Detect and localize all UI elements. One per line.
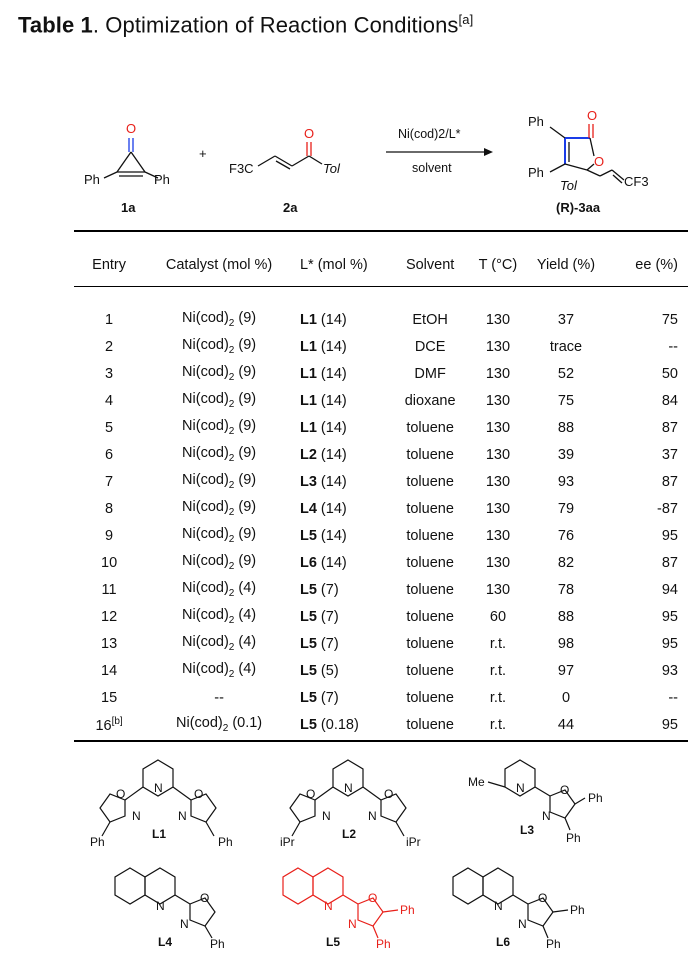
ee-cell: 95 [661,635,678,652]
optimization-table [74,244,688,738]
n-label: N [178,809,187,823]
ee-cell: 87 [661,419,678,436]
ligand-L6-label: L6 [496,935,511,949]
ligand-L5 [283,868,398,938]
tol-label: Tol [560,178,577,193]
yield-cell: trace [549,338,583,355]
col-header-temp: T (°C) [478,257,518,273]
ee-cell: 50 [661,365,678,382]
ph-label: Ph [528,165,544,180]
col-header-solvent: Solvent [405,257,455,273]
ligand-cell: L1 (14) [299,419,347,436]
tol-label: Tol [323,161,340,176]
temp-cell: r.t. [489,635,507,652]
ligand-cell: L1 (14) [299,365,347,382]
solvent-cell: dioxane [404,392,456,409]
catalyst-cell: $Ni(cod)_2$ (9) [182,553,257,572]
catalyst-cell: $Ni(cod)_2$ (9) [182,526,257,545]
top-rule [74,230,688,232]
n-label: N [542,809,551,823]
cf3-label: CF3 [624,174,649,189]
temp-cell: 130 [485,554,511,571]
oxygen-label: O [594,154,605,169]
n-label: N [518,917,527,931]
catalyst-cell: $Ni(cod)_2$ (9) [182,472,257,491]
entry-cell: 11 [101,581,117,598]
ligand-cell: L2 (14) [299,446,347,463]
table-row [74,576,688,603]
ee-cell: 95 [661,527,678,544]
o-label: O [368,891,378,905]
ph-label: Ph [528,114,544,129]
entry-cell: 13 [101,635,118,652]
ph-label: Ph [376,937,391,951]
ligand-L3-label: L3 [520,823,535,837]
oxygen-label: O [304,126,315,141]
o-label: O [306,787,316,801]
ph-label: Ph [588,791,603,805]
table-header-row [74,244,688,286]
n-label: N [322,809,331,823]
yield-cell: 39 [557,446,575,463]
entry-cell: 7 [105,473,114,490]
catalyst-cell: -- [214,689,224,706]
temp-cell: r.t. [489,662,507,679]
temp-cell: 130 [485,365,511,382]
ligand-L5-label: L5 [326,935,341,949]
entry-cell: 3 [105,365,114,382]
yield-cell: 93 [557,473,575,490]
ligand-cell: L5 (0.18) [299,716,359,733]
table-row [74,441,688,468]
solvent-cell: toluene [406,608,454,625]
col-header-entry: Entry [92,257,126,273]
catalyst-cell: $Ni(cod)_2$ (4) [182,580,257,599]
ligand-cell: L5 (7) [299,608,339,625]
solvent-cell: toluene [406,716,454,733]
o-label: O [200,891,210,905]
entry-cell: 5 [105,419,114,436]
compound-1a-label: 1a [121,200,136,215]
ligand-cell: L5 (5) [299,662,339,679]
compound-2a [258,142,322,169]
n-label: N [154,781,163,795]
n-label: N [516,781,525,795]
col-header-catalyst: Catalyst (mol %) [165,257,273,273]
ph-label: Ph [84,172,100,187]
table-row [74,711,688,738]
me-label: Me [468,775,485,789]
table-row [74,468,688,495]
ee-cell: -- [668,689,678,706]
solvent-cell: toluene [406,689,454,706]
entry-cell: 15 [101,689,118,706]
ligand-cell: L5 (14) [299,527,347,544]
table-label: Table 1 [18,12,93,38]
temp-cell: 130 [485,392,511,409]
table-row [74,657,688,684]
catalyst-cell: $Ni(cod)_2$ (9) [182,310,257,329]
f3c-label: F3C [229,161,254,176]
ee-cell: 75 [661,311,678,328]
ee-cell: 93 [661,662,678,679]
n-label: N [132,809,141,823]
table-row [74,630,688,657]
temp-cell: 60 [489,608,507,625]
yield-cell: 82 [557,554,575,571]
catalyst-cell: $Ni(cod)_2$ (9) [182,499,257,518]
entry-cell: 2 [105,338,114,355]
ligand-cell: L1 (14) [299,392,347,409]
ligand-cell: L6 (14) [299,554,347,571]
ligand-cell: L4 (14) [299,500,347,517]
ligand-L4-label: L4 [158,935,173,949]
solvent-cell: toluene [406,500,454,517]
table-row [74,360,688,387]
compound-3aa [550,124,624,183]
entry-cell: 9 [105,527,114,544]
catalyst-cell: $Ni(cod)_2$ (4) [182,607,257,626]
entry-cell: 16[b] [95,715,123,734]
yield-cell: 88 [557,419,575,436]
table-row [74,549,688,576]
ph-label: Ph [400,903,415,917]
ee-cell: 95 [661,716,678,733]
yield-cell: 79 [557,500,575,517]
ligand-cell: L5 (7) [299,581,339,598]
yield-cell: 76 [557,527,575,544]
solvent-cell: DCE [414,338,446,355]
plus-sign: + [199,146,207,161]
ligand-L2-label: L2 [342,827,357,841]
ee-cell: -87 [657,500,678,517]
temp-cell: r.t. [489,716,507,733]
oxygen-label: O [126,121,137,136]
table-row [74,333,688,360]
n-label: N [324,899,333,913]
bottom-rule [74,740,688,742]
entry-cell: 1 [105,311,114,328]
n-label: N [180,917,189,931]
solvent-cell: toluene [406,554,454,571]
solvent-cell: toluene [406,446,454,463]
yield-cell: 97 [557,662,575,679]
temp-cell: 130 [485,311,511,328]
entry-cell: 10 [101,554,118,571]
temp-cell: 130 [485,500,511,517]
temp-cell: 130 [485,446,511,463]
ligand-cell: L1 (14) [299,338,347,355]
footnote-a: [a] [458,12,474,27]
compound-2a-label: 2a [283,200,298,215]
catalyst-cell: $Ni(cod)_2$ (4) [182,661,257,680]
temp-cell: 130 [485,473,511,490]
solvent-cell: toluene [406,527,454,544]
entry-cell: 4 [105,392,114,409]
ee-cell: 87 [661,554,678,571]
o-label: O [538,891,548,905]
table-caption: . Optimization of Reaction Conditions [92,12,459,38]
table-row [74,684,688,711]
ee-cell: 37 [661,446,678,463]
o-label: O [194,787,204,801]
ee-cell: -- [668,338,678,355]
col-header-ligand: L* (mol %) [299,257,368,273]
solvent-cell: toluene [406,473,454,490]
ph-label: Ph [566,831,581,845]
catalyst-cell: $Ni(cod)_2$ (9) [182,445,257,464]
ee-cell: 94 [661,581,678,598]
yield-cell: 52 [557,365,575,382]
temp-cell: 130 [485,581,511,598]
table-row [74,414,688,441]
ipr-label: iPr [406,835,421,849]
table-row [74,306,688,333]
temp-cell: 130 [485,338,511,355]
ligand-L1-label: L1 [152,827,167,841]
conditions-below: solvent [412,161,452,175]
n-label: N [156,899,165,913]
ligand-L3 [488,760,585,830]
oxygen-label: O [587,108,598,123]
ph-label: Ph [210,937,225,951]
n-label: N [348,917,357,931]
table-row [74,522,688,549]
solvent-cell: toluene [406,635,454,652]
ee-cell: 84 [661,392,678,409]
solvent-cell: DMF [414,365,446,382]
table-row [74,603,688,630]
ee-cell: 95 [661,608,678,625]
conditions-above: Ni(cod)2/L* [398,127,461,141]
ligand-structures [80,750,680,960]
ligand-cell: L3 (14) [299,473,347,490]
solvent-cell: toluene [406,662,454,679]
col-header-ee: ee (%) [635,257,678,273]
entry-cell: 12 [101,608,118,625]
entry-cell: 14 [101,662,118,679]
yield-cell: 88 [557,608,575,625]
ligand-cell: L5 (7) [299,689,339,706]
catalyst-cell: $Ni(cod)_2$ (9) [182,418,257,437]
solvent-cell: EtOH [412,311,448,328]
yield-cell: 0 [561,689,571,706]
entry-cell: 8 [105,500,114,517]
temp-cell: r.t. [489,689,507,706]
temp-cell: 130 [485,527,511,544]
n-label: N [368,809,377,823]
compound-1a [104,138,158,178]
o-label: O [384,787,394,801]
ligand-cell: L5 (7) [299,635,339,652]
solvent-cell: toluene [406,419,454,436]
n-label: N [344,781,353,795]
ph-label: Ph [154,172,170,187]
reaction-scheme [0,80,691,220]
ee-cell: 87 [661,473,678,490]
table-title [18,12,473,38]
n-label: N [494,899,503,913]
ipr-label: iPr [280,835,295,849]
entry-cell: 6 [105,446,114,463]
yield-cell: 37 [557,311,575,328]
table-row [74,495,688,522]
catalyst-cell: $Ni(cod)_2$ (0.1) [176,715,263,734]
ph-label: Ph [546,937,561,951]
solvent-cell: toluene [406,581,454,598]
compound-3aa-label: (R)-3aa [556,200,601,215]
col-header-yield: Yield (%) [536,257,596,273]
yield-cell: 44 [557,716,575,733]
o-label: O [116,787,126,801]
yield-cell: 78 [557,581,575,598]
ph-label: Ph [218,835,233,849]
catalyst-cell: $Ni(cod)_2$ (9) [182,391,257,410]
catalyst-cell: $Ni(cod)_2$ (4) [182,634,257,653]
o-label: O [560,783,570,797]
ph-label: Ph [570,903,585,917]
temp-cell: 130 [485,419,511,436]
catalyst-cell: $Ni(cod)_2$ (9) [182,337,257,356]
catalyst-cell: $Ni(cod)_2$ (9) [182,364,257,383]
yield-cell: 98 [557,635,575,652]
ph-label: Ph [90,835,105,849]
table-row [74,387,688,414]
ligand-cell: L1 (14) [299,311,347,328]
yield-cell: 75 [557,392,575,409]
ligand-L6 [453,868,568,938]
